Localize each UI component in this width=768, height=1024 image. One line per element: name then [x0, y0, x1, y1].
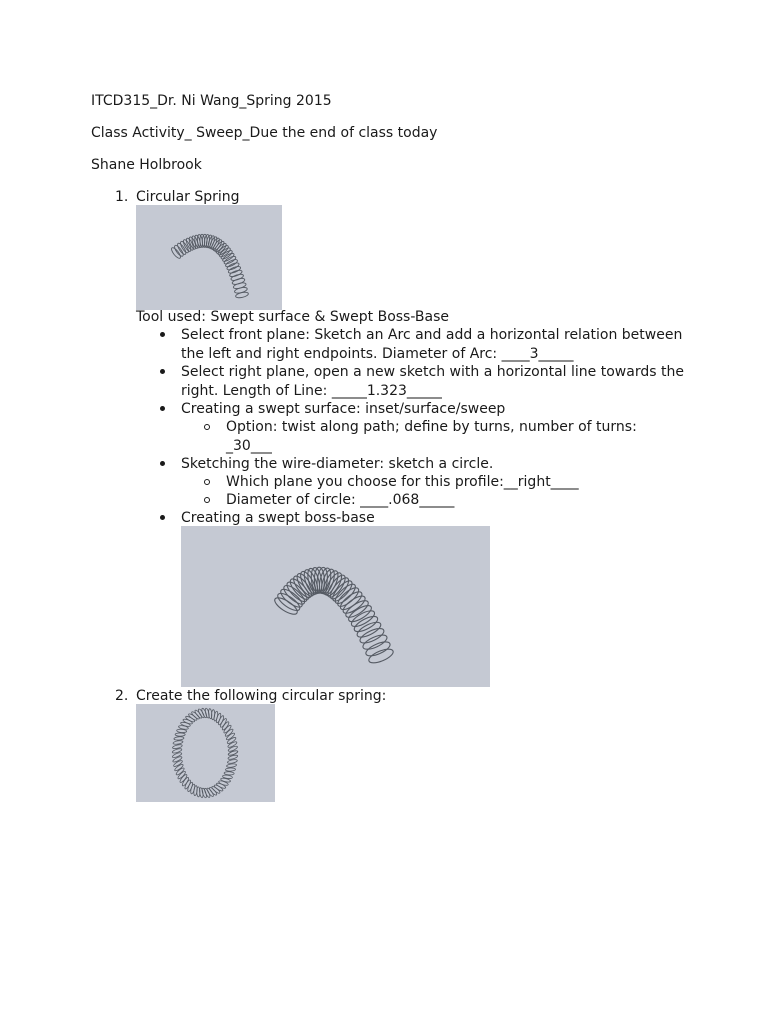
bullet2-line2: right. Length of Line: _____1.323_____: [181, 383, 442, 399]
bullet1-line1: Select front plane: Sketch an Arc and add a horizontal relation between: [181, 327, 683, 343]
bullet-marker: [160, 515, 165, 520]
spring-ring-image: [136, 704, 275, 802]
sub3-line1: Option: twist along path; define by turns, number of turns:: [226, 419, 637, 435]
item2-title: Create the following circular spring:: [136, 688, 387, 704]
item2-number: 2.: [115, 688, 129, 704]
sub-bullet-marker: [204, 497, 210, 503]
sub3-line2: _30___: [226, 438, 272, 454]
bullet5-text: Creating a swept boss-base: [181, 510, 375, 526]
item1-title: Circular Spring: [136, 189, 240, 205]
student-name: Shane Holbrook: [91, 157, 202, 173]
sub4b-text: Diameter of circle: ____.068_____: [226, 492, 455, 508]
bullet1-line2: the left and right endpoints. Diameter of Arc: ____3_____: [181, 346, 574, 362]
bullet4-text: Sketching the wire-diameter: sketch a circle.: [181, 456, 494, 472]
bullet3-text: Creating a swept surface: inset/surface/sweep: [181, 401, 506, 417]
sub-bullet-marker: [204, 479, 210, 485]
bullet-marker: [160, 461, 165, 466]
bullet-marker: [160, 406, 165, 411]
tool-used: Tool used: Swept surface & Swept Boss-Base: [136, 309, 449, 325]
sub-bullet-marker: [204, 424, 210, 430]
item1-number: 1.: [115, 189, 129, 205]
activity-title: Class Activity_ Sweep_Due the end of class today: [91, 125, 438, 141]
spring-arc-large-image: [181, 526, 490, 687]
bullet-marker: [160, 332, 165, 337]
course-title: ITCD315_Dr. Ni Wang_Spring 2015: [91, 93, 332, 109]
bullet2-line1: Select right plane, open a new sketch with a horizontal line towards the: [181, 364, 684, 380]
bullet-marker: [160, 369, 165, 374]
spring-arc-small-image: [136, 205, 282, 310]
sub4a-text: Which plane you choose for this profile:__right____: [226, 474, 579, 490]
